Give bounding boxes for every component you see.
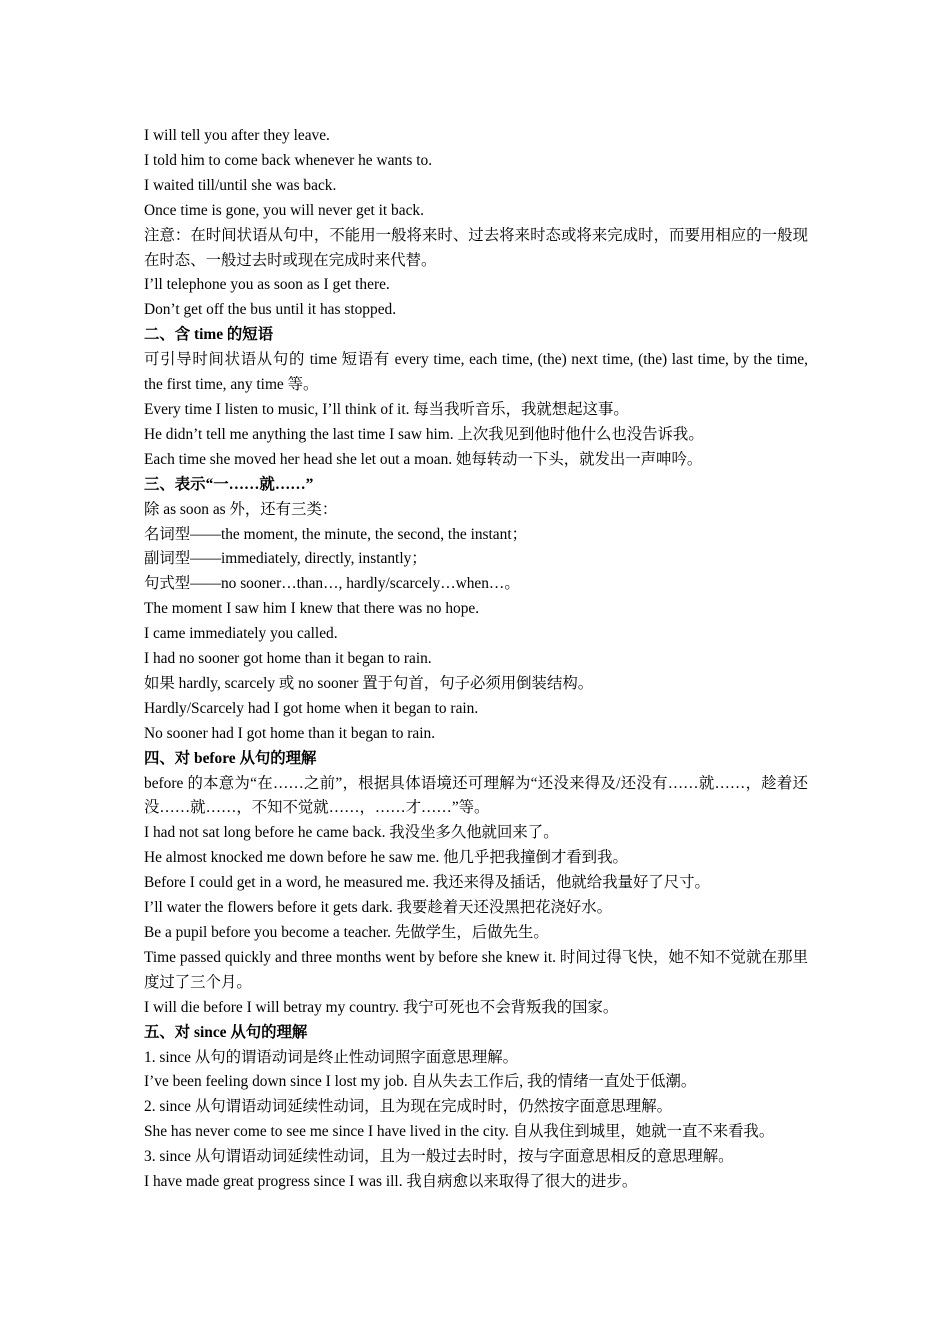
text-line: I’ll telephone you as soon as I get there.: [144, 276, 390, 294]
text-line: 句式型——no sooner…than…, hardly/scarcely…when…。: [144, 575, 520, 593]
text-line: I came immediately you called.: [144, 625, 338, 643]
text-line: The moment I saw him I knew that there was no hope.: [144, 600, 480, 618]
text-line: 如果 hardly, scarcely 或 no sooner 置于句首，句子必须用倒装结构。: [144, 674, 594, 692]
section-heading: 三、表示“一……就……”: [144, 475, 314, 493]
text-line: He almost knocked me down before he saw me. 他几乎把我撞倒才看到我。: [144, 849, 628, 867]
section-heading: 五、对 since 从句的理解: [144, 1023, 308, 1041]
text-line: 副词型——immediately, directly, instantly；: [144, 550, 427, 568]
text-line: I’ve been feeling down since I lost my job. 自从失去工作后, 我的情绪一直处于低潮。: [144, 1073, 697, 1091]
text-line: 2. since 从句谓语动词延续性动词，且为现在完成时时，仍然按字面意思理解。: [144, 1098, 672, 1116]
text-line: Once time is gone, you will never get it back.: [144, 201, 424, 219]
text-line: I’ll water the flowers before it gets dark. 我要趁着天还没黑把花浇好水。: [144, 899, 613, 917]
text-line: I will tell you after they leave.: [144, 127, 330, 144]
text-paragraph: Time passed quickly and three months went by before she knew it. 时间过得飞快，她不知不觉就在那里度过了三个月。: [144, 948, 808, 991]
section-heading: 二、含 time 的短语: [144, 326, 274, 344]
text-paragraph: before 的本意为“在……之前”，根据具体语境还可理解为“还没来得及/还没有……就……，趁着还没……就……，不知不觉就……，……才……”等。: [144, 774, 808, 817]
text-line: Before I could get in a word, he measured me. 我还来得及插话，他就给我量好了尺寸。: [144, 874, 710, 892]
text-line: 名词型——the moment, the minute, the second, the instant；: [144, 525, 527, 543]
text-line: No sooner had I got home than it began to rain.: [144, 724, 436, 742]
text-line: Hardly/Scarcely had I got home when it began to rain.: [144, 699, 479, 717]
text-line: Every time I listen to music, I’ll think of it. 每当我听音乐，我就想起这事。: [144, 400, 629, 418]
text-line: Each time she moved her head she let out a moan. 她每转动一下头，就发出一声呻吟。: [144, 450, 703, 468]
text-line: I have made great progress since I was ill. 我自病愈以来取得了很大的进步。: [144, 1173, 638, 1191]
text-line: I will die before I will betray my country. 我宁可死也不会背叛我的国家。: [144, 998, 619, 1016]
text-line: I had no sooner got home than it began to rain.: [144, 650, 432, 668]
text-line: 除 as soon as 外，还有三类：: [144, 500, 338, 518]
text-line: Be a pupil before you become a teacher. 先做学生，后做先生。: [144, 924, 549, 941]
text-line: I had not sat long before he came back. 我没坐多久他就回来了。: [144, 824, 559, 842]
document-body: [144, 124, 808, 1195]
text-line: Don’t get off the bus until it has stopped.: [144, 301, 397, 319]
text-paragraph: She has never come to see me since I have lived in the city. 自从我住到城里，她就一直不来看我。: [144, 1123, 775, 1141]
section-heading: 四、对 before 从句的理解: [144, 749, 317, 767]
text-paragraph: 可引导时间状语从句的 time 短语有 every time, each time, (the) next time, (the) last time, by the time, the first time, any time 等。: [144, 351, 808, 394]
text-paragraph: 注意：在时间状语从句中，不能用一般将来时、过去将来时态或将来完成时，而要用相应的一般现在时态、一般过去时或现在完成时来代替。: [144, 226, 808, 269]
text-line: 1. since 从句的谓语动词是终止性动词照字面意思理解。: [144, 1048, 519, 1066]
text-line: I told him to come back whenever he wants to.: [144, 151, 433, 169]
text-line: I waited till/until she was back.: [144, 176, 337, 194]
text-line: He didn’t tell me anything the last time I saw him. 上次我见到他时他什么也没告诉我。: [144, 425, 704, 443]
text-line: 3. since 从句谓语动词延续性动词，且为一般过去时时，按与字面意思相反的意思理解。: [144, 1148, 734, 1166]
